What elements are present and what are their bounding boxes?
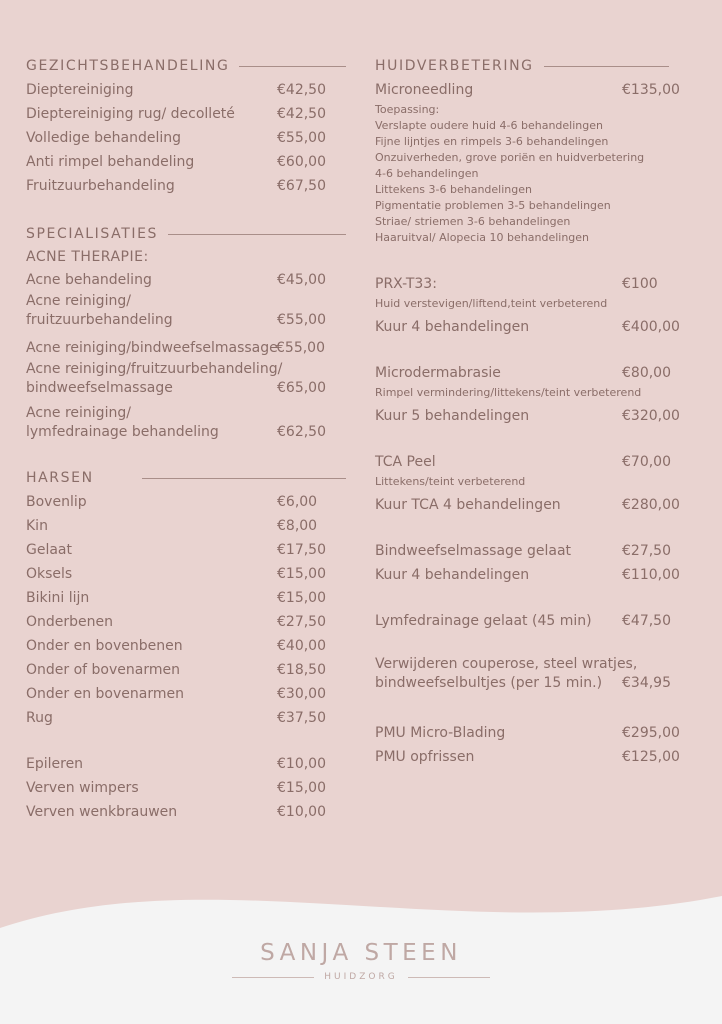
price-row <box>375 609 695 633</box>
section-header-harsen <box>26 470 346 486</box>
treatment-name-line1: Acne reiniging/ <box>26 293 131 309</box>
left-column <box>26 58 346 824</box>
price-row <box>26 490 346 514</box>
treatment-note: Striae/ striemen 3-6 behandelingen <box>375 215 571 228</box>
price-row <box>375 563 695 587</box>
treatment-name: Dieptereiniging <box>26 82 134 98</box>
price-row <box>26 634 346 658</box>
treatment-price: €34,95 <box>622 675 671 691</box>
treatment-price: €10,00 <box>277 756 326 772</box>
treatment-name: Kuur TCA 4 behandelingen <box>375 497 561 513</box>
treatment-name <box>26 404 219 442</box>
treatment-note: Haaruitval/ Alopecia 10 behandelingen <box>375 231 590 244</box>
brand-tagline-row <box>0 972 722 982</box>
price-row <box>375 315 695 339</box>
treatment-name: Kuur 5 behandelingen <box>375 408 530 424</box>
treatment-price: €37,50 <box>277 710 326 726</box>
treatment-price: €70,00 <box>622 454 671 470</box>
treatment-name: Gelaat <box>26 542 72 558</box>
section-header-huidverbetering <box>375 58 695 74</box>
treatment-note: Littekens/teint verbeterend <box>375 475 526 488</box>
treatment-note: Littekens 3-6 behandelingen <box>375 183 532 196</box>
treatment-price: €55,00 <box>277 312 326 328</box>
section-rule <box>544 66 669 67</box>
section-title: HARSEN <box>26 470 94 486</box>
price-row <box>26 586 346 610</box>
price-row <box>26 150 346 174</box>
price-row <box>26 562 346 586</box>
treatment-name <box>26 292 173 330</box>
treatment-name: Onder en bovenbenen <box>26 638 183 654</box>
price-row <box>26 538 346 562</box>
section-rule <box>168 234 346 235</box>
treatment-name: Microdermabrasie <box>375 365 501 381</box>
treatment-note: Rimpel vermindering/littekens/teint verbeterend <box>375 386 642 399</box>
treatment-name: Acne reiniging/bindweefselmassage <box>26 340 278 356</box>
price-row <box>26 610 346 634</box>
treatment-price: €17,50 <box>277 542 326 558</box>
treatment-price: €30,00 <box>277 686 326 702</box>
treatment-price: €65,00 <box>277 380 326 396</box>
price-row <box>26 658 346 682</box>
treatment-name-line2: lymfedrainage behandeling <box>26 424 219 440</box>
treatment-price: €400,00 <box>622 319 680 335</box>
treatment-price: €42,50 <box>277 82 326 98</box>
price-row <box>375 78 695 102</box>
treatment-name: Acne behandeling <box>26 272 152 288</box>
section-title: HUIDVERBETERING <box>375 58 534 74</box>
treatment-name: Microneedling <box>375 82 474 98</box>
treatment-name: Fruitzuurbehandeling <box>26 178 175 194</box>
treatment-price: €110,00 <box>622 567 680 583</box>
treatment-note: Fijne lijntjes en rimpels 3-6 behandelingen <box>375 135 609 148</box>
treatment-name: Epileren <box>26 756 84 772</box>
treatment-price: €60,00 <box>277 154 326 170</box>
treatment-name <box>375 655 637 693</box>
treatment-name: Verven wimpers <box>26 780 139 796</box>
treatment-name: Bindweefselmassage gelaat <box>375 543 572 559</box>
treatment-name-line2: bindweefselbultjes (per 15 min.) <box>375 675 603 691</box>
treatment-price: €15,00 <box>277 590 326 606</box>
section-header-gezichtsbehandeling <box>26 58 346 74</box>
price-row <box>375 539 695 563</box>
price-row <box>26 78 346 102</box>
treatment-note: Onzuiverheden, grove poriën en huidverbetering <box>375 151 645 164</box>
treatment-price: €45,00 <box>277 272 326 288</box>
section-rule <box>142 478 346 479</box>
treatment-name: Lymfedrainage gelaat (45 min) <box>375 613 592 629</box>
treatment-name-line1: Acne reiniging/ <box>26 405 131 421</box>
acne-therapie-subtitle: ACNE THERAPIE: <box>26 249 149 265</box>
price-row <box>26 752 346 776</box>
price-row <box>26 800 346 824</box>
treatment-name <box>26 360 282 398</box>
treatment-price: €55,00 <box>277 130 326 146</box>
treatment-name: Volledige behandeling <box>26 130 182 146</box>
price-row <box>26 706 346 730</box>
treatment-price: €47,50 <box>622 613 671 629</box>
price-row <box>26 404 346 444</box>
price-row <box>26 776 346 800</box>
treatment-name: Kin <box>26 518 48 534</box>
price-row <box>375 745 695 769</box>
section-header-specialisaties <box>26 226 346 242</box>
treatment-name: Bovenlip <box>26 494 87 510</box>
treatment-name: Bikini lijn <box>26 590 90 606</box>
price-row <box>375 272 695 296</box>
treatment-price: €80,00 <box>622 365 671 381</box>
treatment-price: €62,50 <box>277 424 326 440</box>
price-row <box>26 514 346 538</box>
price-row <box>375 493 695 517</box>
treatment-name: Onder en bovenarmen <box>26 686 184 702</box>
treatment-price: €40,00 <box>277 638 326 654</box>
treatment-price: €295,00 <box>622 725 680 741</box>
price-row <box>375 404 695 428</box>
price-row <box>26 268 346 292</box>
treatment-name: Oksels <box>26 566 73 582</box>
brand-name: SANJA STEEN <box>260 940 462 966</box>
treatment-name: PMU opfrissen <box>375 749 475 765</box>
treatment-name: TCA Peel <box>375 454 436 470</box>
treatment-price: €125,00 <box>622 749 680 765</box>
treatment-price: €27,50 <box>622 543 671 559</box>
section-rule <box>239 66 346 67</box>
treatment-name: Kuur 4 behandelingen <box>375 567 530 583</box>
treatment-price: €42,50 <box>277 106 326 122</box>
treatment-name-line2: bindweefselmassage <box>26 380 173 396</box>
treatment-price: €6,00 <box>277 494 318 510</box>
right-column <box>375 58 695 769</box>
footer-logo <box>0 940 722 982</box>
treatment-name: Dieptereiniging rug/ decolleté <box>26 106 235 122</box>
price-row <box>375 450 695 474</box>
treatment-price: €10,00 <box>277 804 326 820</box>
treatment-price: €18,50 <box>277 662 326 678</box>
treatment-name: Onderbenen <box>26 614 114 630</box>
price-row <box>26 126 346 150</box>
treatment-price: €280,00 <box>622 497 680 513</box>
brand-tagline: HUIDZORG <box>324 972 398 982</box>
treatment-name-line1: Acne reiniging/fruitzuurbehandeling/ <box>26 361 283 377</box>
price-row <box>26 174 346 198</box>
treatment-name: Kuur 4 behandelingen <box>375 319 530 335</box>
treatment-price: €135,00 <box>622 82 680 98</box>
treatment-name-line1: Verwijderen couperose, steel wratjes, <box>375 656 638 672</box>
price-row <box>375 655 695 695</box>
price-row <box>375 721 695 745</box>
treatment-note: Toepassing: <box>375 103 440 116</box>
treatment-name: PMU Micro-Blading <box>375 725 506 741</box>
section-title: SPECIALISATIES <box>26 226 159 242</box>
treatment-price: €8,00 <box>277 518 318 534</box>
price-row <box>26 292 346 332</box>
price-row <box>26 360 346 400</box>
price-row <box>375 361 695 385</box>
tagline-rule-right <box>408 977 490 978</box>
treatment-note: Pigmentatie problemen 3-5 behandelingen <box>375 199 611 212</box>
tagline-rule-left <box>232 977 314 978</box>
price-row <box>26 336 346 360</box>
treatment-price: €55,00 <box>276 340 325 356</box>
treatment-price: €27,50 <box>277 614 326 630</box>
treatment-name: Rug <box>26 710 53 726</box>
treatment-price: €100 <box>622 276 658 292</box>
price-row <box>26 682 346 706</box>
treatment-name-line2: fruitzuurbehandeling <box>26 312 173 328</box>
treatment-note: Verslapte oudere huid 4-6 behandelingen <box>375 119 603 132</box>
treatment-name: Verven wenkbrauwen <box>26 804 178 820</box>
treatment-price: €15,00 <box>277 780 326 796</box>
treatment-price: €67,50 <box>277 178 326 194</box>
price-row <box>26 102 346 126</box>
treatment-name: PRX-T33: <box>375 276 437 292</box>
treatment-name: Anti rimpel behandeling <box>26 154 195 170</box>
treatment-price: €15,00 <box>277 566 326 582</box>
section-title: GEZICHTSBEHANDELING <box>26 58 230 74</box>
treatment-note: 4-6 behandelingen <box>375 167 479 180</box>
treatment-price: €320,00 <box>622 408 680 424</box>
treatment-note: Huid verstevigen/liftend,teint verbeterend <box>375 297 608 310</box>
treatment-name: Onder of bovenarmen <box>26 662 180 678</box>
